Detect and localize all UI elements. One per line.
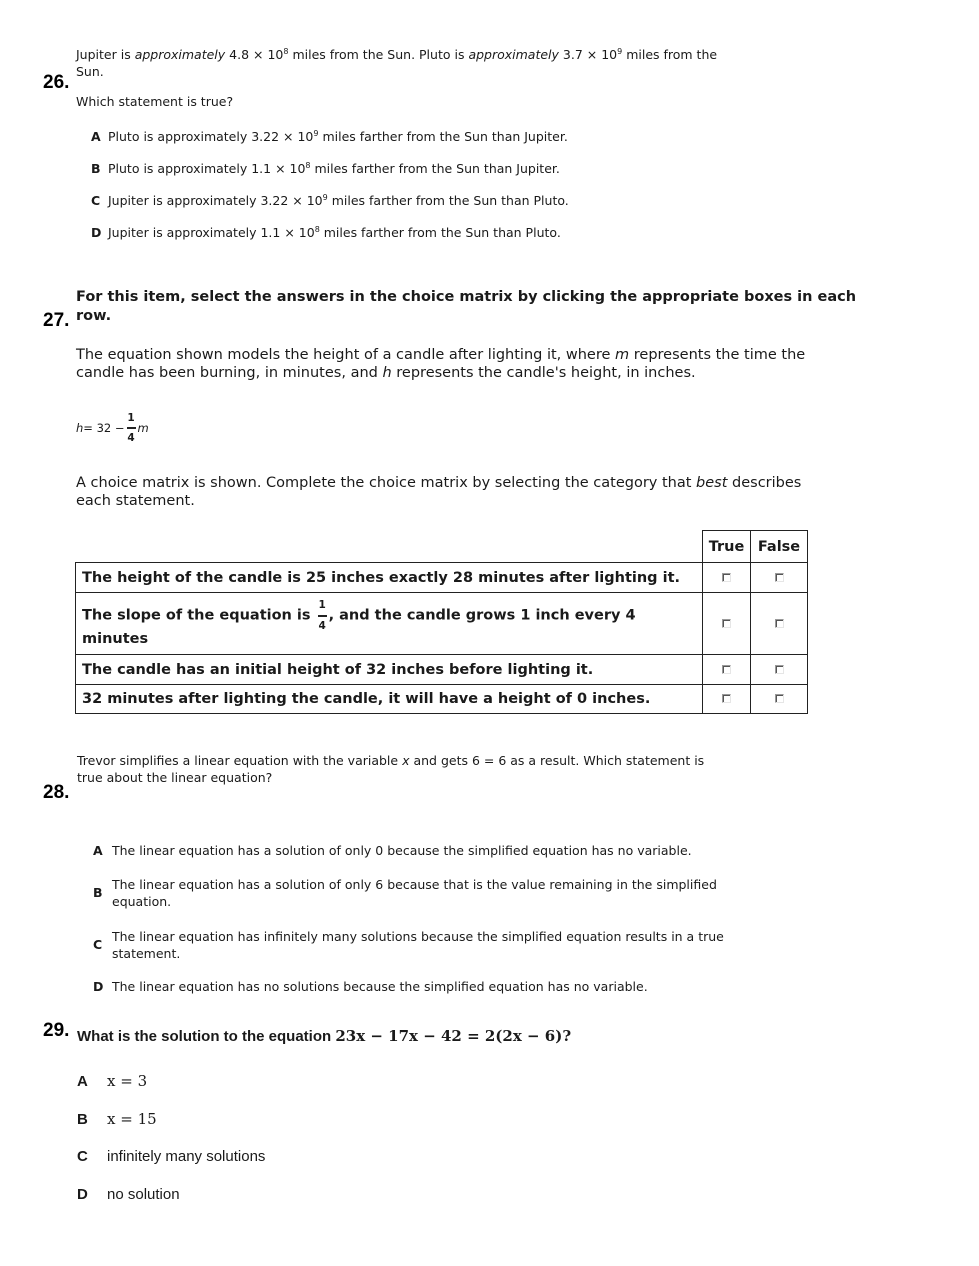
checkbox-true[interactable] xyxy=(722,573,731,582)
checkbox-true[interactable] xyxy=(722,694,731,703)
matrix-header-false: False xyxy=(751,531,808,563)
q27-instruction-line2: row. xyxy=(76,308,112,324)
question-number-29: 29. xyxy=(43,1020,70,1041)
question-number-27: 27. xyxy=(43,310,70,331)
q27-equation-fraction: $\frac{1}{4}$ xyxy=(127,411,135,444)
question-number-28: 28. xyxy=(43,782,70,803)
q29-question: What is the solution to the equation 23x − 17x − 42 = 2(2x − 6)? xyxy=(77,1027,572,1045)
matrix-cell-false[interactable] xyxy=(751,593,808,655)
checkbox-false[interactable] xyxy=(775,665,784,674)
matrix-cell-true[interactable] xyxy=(703,563,751,593)
checkbox-true[interactable] xyxy=(722,619,731,628)
q29-choice-a[interactable]: A x = 3 xyxy=(77,1072,148,1090)
q29-choice-c[interactable]: C infinitely many solutions xyxy=(77,1148,266,1165)
q26-choice-a[interactable]: A Pluto is approximately $3.22 \times 10^9$ miles farther from the Sun than Jupiter. xyxy=(91,129,568,145)
q26-choice-c[interactable]: C Jupiter is approximately $3.22 \times 10^9$ miles farther from the Sun than Pluto. xyxy=(91,193,569,209)
matrix-row xyxy=(76,593,808,655)
matrix-header-row xyxy=(76,531,808,563)
checkbox-false[interactable] xyxy=(775,573,784,582)
matrix-cell-true[interactable] xyxy=(703,685,751,714)
q26-prompt-line1: Jupiter is approximately $4.8 \times 10^8$ miles from the Sun. Pluto is approximately $3.7 \times 10^9$ miles from the xyxy=(76,47,718,63)
matrix-cell-true[interactable] xyxy=(703,655,751,685)
question-number-26: 26. xyxy=(43,72,70,93)
q29-choice-b[interactable]: B x = 15 xyxy=(77,1110,157,1128)
q28-choice-b[interactable]: B The linear equation has a solution of only 6 because that is the value remaining in the simplified equation. xyxy=(93,877,717,909)
q27-paragraph-1: The equation shown models the height of a candle after lighting it, where m represents the time the candle has been burning, in minutes, and h represents the candle's height, in inches. xyxy=(76,347,806,381)
q28-choice-a[interactable]: A The linear equation has a solution of only 0 because the simplified equation has no variable. xyxy=(93,843,692,858)
q27-instruction xyxy=(76,288,876,326)
matrix-cell-false[interactable] xyxy=(751,685,808,714)
q26-prompt-line2: Sun. xyxy=(76,64,104,80)
checkbox-false[interactable] xyxy=(775,619,784,628)
q27-paragraph-2: A choice matrix is shown. Complete the choice matrix by selecting the category that best describes each statement. xyxy=(76,475,802,509)
matrix-row xyxy=(76,685,808,714)
q26-question: Which statement is true? xyxy=(76,94,234,109)
matrix-statement: The slope of the equation is $\frac{1}{4}$ , and the candle grows 1 inch every 4 minutes xyxy=(76,593,703,655)
matrix-cell-true[interactable] xyxy=(703,593,751,655)
q29-choice-d[interactable]: D no solution xyxy=(77,1186,180,1203)
q26-choice-b[interactable]: B Pluto is approximately $1.1 \times 10^8$ miles farther from the Sun than Jupiter. xyxy=(91,161,560,177)
matrix-slope-fraction: $\frac{1}{4}$ xyxy=(318,599,326,632)
matrix-header-true: True xyxy=(703,531,751,563)
matrix-row xyxy=(76,655,808,685)
q28-choice-d[interactable]: D The linear equation has no solutions because the simplified equation has no variable. xyxy=(93,979,648,994)
q28-prompt: Trevor simplifies a linear equation with the variable x and gets 6 = 6 as a result. Which statement is true about the linear equation? xyxy=(77,753,705,785)
choice-matrix xyxy=(75,530,808,714)
q28-choice-c[interactable]: C The linear equation has infinitely many solutions because the simplified equation results in a true statement. xyxy=(93,929,724,961)
matrix-row xyxy=(76,563,808,593)
checkbox-false[interactable] xyxy=(775,694,784,703)
q27-equation: h = 32 − $\frac{1}{4}$ m xyxy=(76,411,149,444)
q27-instruction-line1: For this item, select the answers in the choice matrix by clicking the appropriate boxes in each xyxy=(76,289,857,305)
matrix-cell-false[interactable] xyxy=(751,655,808,685)
q26-prompt xyxy=(76,43,756,80)
matrix-statement: 32 minutes after lighting the candle, it will have a height of 0 inches. xyxy=(76,685,703,714)
matrix-statement: The height of the candle is 25 inches exactly 28 minutes after lighting it. xyxy=(76,563,703,593)
matrix-statement: The candle has an initial height of 32 inches before lighting it. xyxy=(76,655,703,685)
matrix-cell-false[interactable] xyxy=(751,563,808,593)
q26-choice-d[interactable]: D Jupiter is approximately $1.1 \times 10^8$ miles farther from the Sun than Pluto. xyxy=(91,225,561,241)
q29-equation: 23x − 17x − 42 = 2(2x − 6)? xyxy=(335,1027,572,1045)
checkbox-true[interactable] xyxy=(722,665,731,674)
